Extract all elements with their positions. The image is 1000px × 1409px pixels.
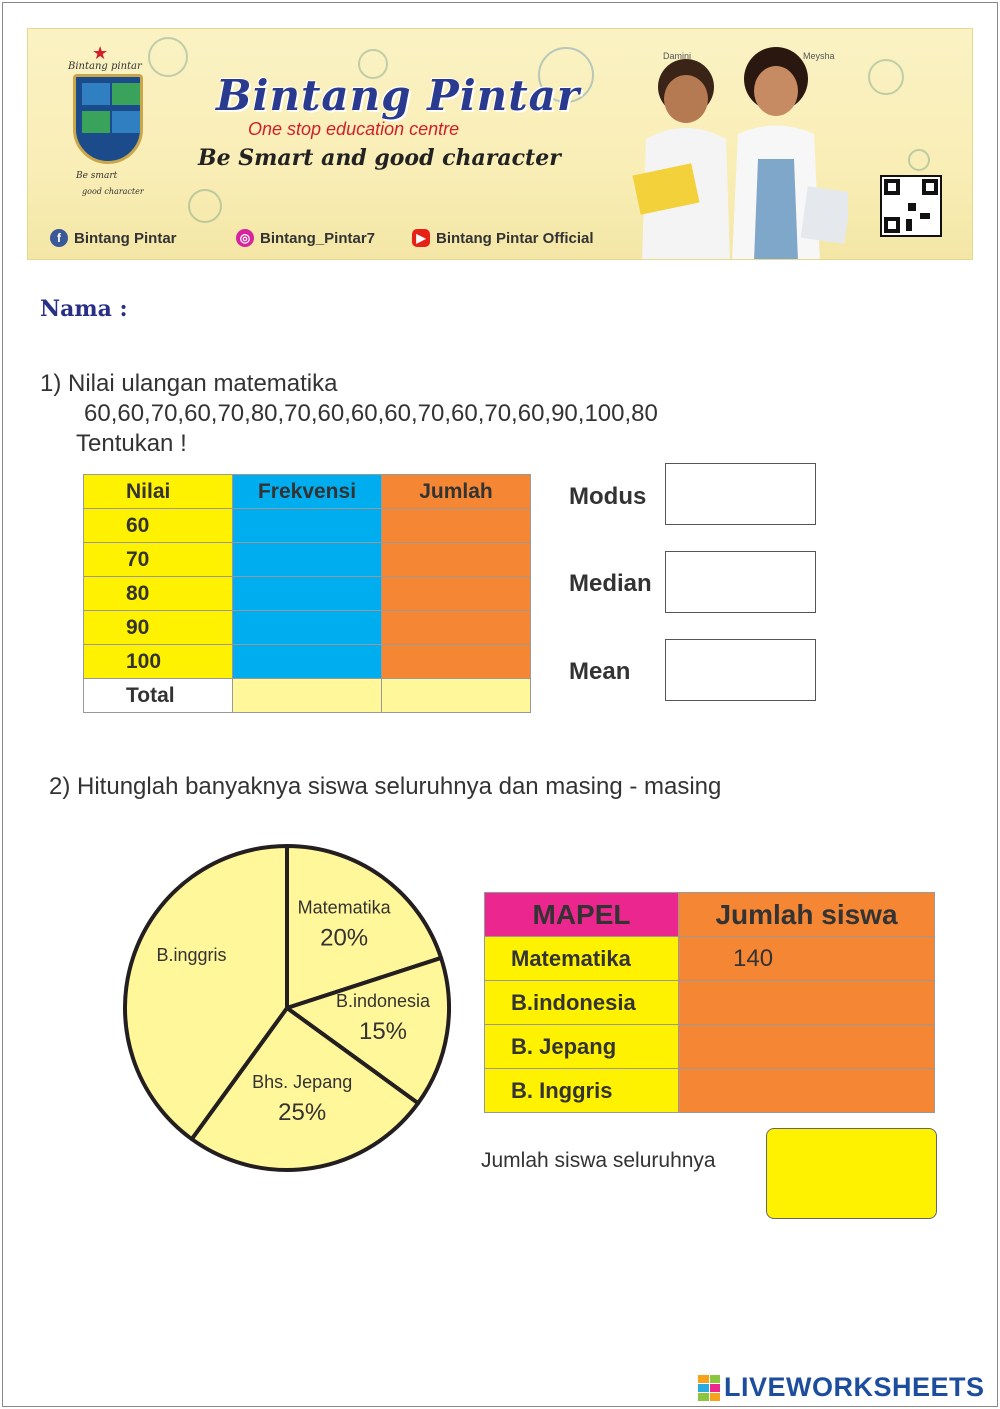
total-label: Total — [84, 679, 233, 713]
header-mapel: MAPEL — [485, 893, 679, 937]
facebook-icon: f — [50, 229, 68, 247]
mapel-cell: B. Inggris — [485, 1069, 679, 1113]
pie-slice-percent: 25% — [278, 1099, 327, 1127]
table-row — [485, 981, 935, 1025]
frekvensi-input[interactable] — [233, 611, 382, 645]
footer-brand — [698, 1372, 985, 1403]
mean-input[interactable] — [665, 639, 816, 701]
pie-slice-label: Matematika — [297, 897, 391, 918]
jumlah-siswa-input[interactable]: 140 — [679, 937, 935, 981]
instagram-link — [236, 229, 375, 247]
frekvensi-input[interactable] — [233, 577, 382, 611]
brand-motto: Be Smart and good character — [198, 145, 561, 171]
mapel-cell: B.indonesia — [485, 981, 679, 1025]
header-jumlah: Jumlah — [382, 475, 531, 509]
total-siswa-label: Jumlah siswa seluruhnya — [481, 1149, 716, 1172]
table-header-row — [485, 893, 935, 937]
nilai-cell: 90 — [84, 611, 233, 645]
frekvensi-input[interactable] — [233, 543, 382, 577]
table-row — [84, 577, 531, 611]
facebook-link — [50, 229, 177, 247]
star-icon: ★ — [92, 43, 109, 63]
children-reading-photo — [608, 39, 848, 260]
pie-slice-label: Bhs. Jepang — [252, 1072, 353, 1093]
table-total-row — [84, 679, 531, 713]
mapel-table — [484, 892, 935, 1113]
liveworksheets-logo-icon — [698, 1375, 720, 1401]
footer-brand-text: LIVEWORKSHEETS — [724, 1372, 985, 1402]
subject-pie-chart — [110, 836, 460, 1186]
brand-tagline: One stop education centre — [248, 119, 460, 139]
frekvensi-input[interactable] — [233, 645, 382, 679]
table-row — [84, 509, 531, 543]
jumlah-input[interactable] — [382, 611, 531, 645]
total-siswa-input[interactable] — [766, 1128, 937, 1219]
instagram-label: Bintang_Pintar7 — [260, 229, 376, 247]
pie-slice-percent: 15% — [358, 1018, 408, 1046]
jumlah-input[interactable] — [382, 645, 531, 679]
logo-bottom-text: Be smart — [76, 171, 118, 181]
instagram-icon: ◎ — [236, 229, 254, 247]
frekvensi-input[interactable] — [233, 509, 382, 543]
modus-input[interactable] — [665, 463, 816, 525]
brand-title: Bintang Pintar — [216, 71, 580, 120]
median-label: Median — [569, 570, 652, 597]
school-logo — [73, 74, 143, 164]
jumlah-input[interactable] — [382, 509, 531, 543]
pie-slice-label: B.inggris — [156, 944, 227, 965]
youtube-icon: ▶ — [412, 229, 430, 247]
frequency-table — [83, 474, 531, 713]
nilai-cell: 80 — [84, 577, 233, 611]
logo-bottom2-text: good character — [82, 187, 144, 196]
facebook-label: Bintang Pintar — [74, 229, 177, 247]
mean-label: Mean — [569, 658, 631, 685]
table-row — [84, 645, 531, 679]
q1-data: 60,60,70,60,70,80,70,60,60,60,70,60,70,60,90,100,80 — [84, 400, 658, 427]
q2-title: 2) Hitunglah banyaknya siswa seluruhnya dan masing - masing — [49, 773, 722, 800]
youtube-label: Bintang Pintar Official — [436, 229, 594, 247]
table-row — [84, 611, 531, 645]
median-input[interactable] — [665, 551, 816, 613]
table-row — [485, 937, 935, 981]
jumlah-siswa-input[interactable] — [679, 1069, 935, 1113]
logo-top-text: Bintang pintar — [68, 61, 142, 72]
table-row — [84, 543, 531, 577]
nilai-cell: 70 — [84, 543, 233, 577]
kid-name-2: Meysha — [803, 51, 835, 61]
mapel-cell: Matematika — [485, 937, 679, 981]
nilai-cell: 60 — [84, 509, 233, 543]
nama-label: Nama : — [40, 296, 128, 322]
nilai-cell: 100 — [84, 645, 233, 679]
header-banner — [27, 28, 973, 260]
mapel-cell: B. Jepang — [485, 1025, 679, 1069]
header-frekvensi: Frekvensi — [233, 475, 382, 509]
modus-label: Modus — [569, 483, 647, 510]
header-jumlah-siswa: Jumlah siswa — [679, 893, 935, 937]
total-frekvensi-input[interactable] — [233, 679, 382, 713]
q1-instruction: Tentukan ! — [76, 430, 187, 457]
jumlah-siswa-input[interactable] — [679, 981, 935, 1025]
table-row — [485, 1025, 935, 1069]
youtube-link — [412, 229, 594, 247]
pie-slice-label: B.indonesia — [335, 991, 431, 1012]
jumlah-input[interactable] — [382, 577, 531, 611]
header-nilai: Nilai — [84, 475, 233, 509]
total-jumlah-input[interactable] — [382, 679, 531, 713]
pie-slice-percent: 20% — [320, 924, 369, 952]
kid-name-1: Damini — [663, 51, 692, 61]
q1-title: 1) Nilai ulangan matematika — [40, 370, 338, 397]
jumlah-input[interactable] — [382, 543, 531, 577]
jumlah-siswa-input[interactable] — [679, 1025, 935, 1069]
table-row — [485, 1069, 935, 1113]
table-header-row — [84, 475, 531, 509]
qr-code-icon — [880, 175, 942, 237]
